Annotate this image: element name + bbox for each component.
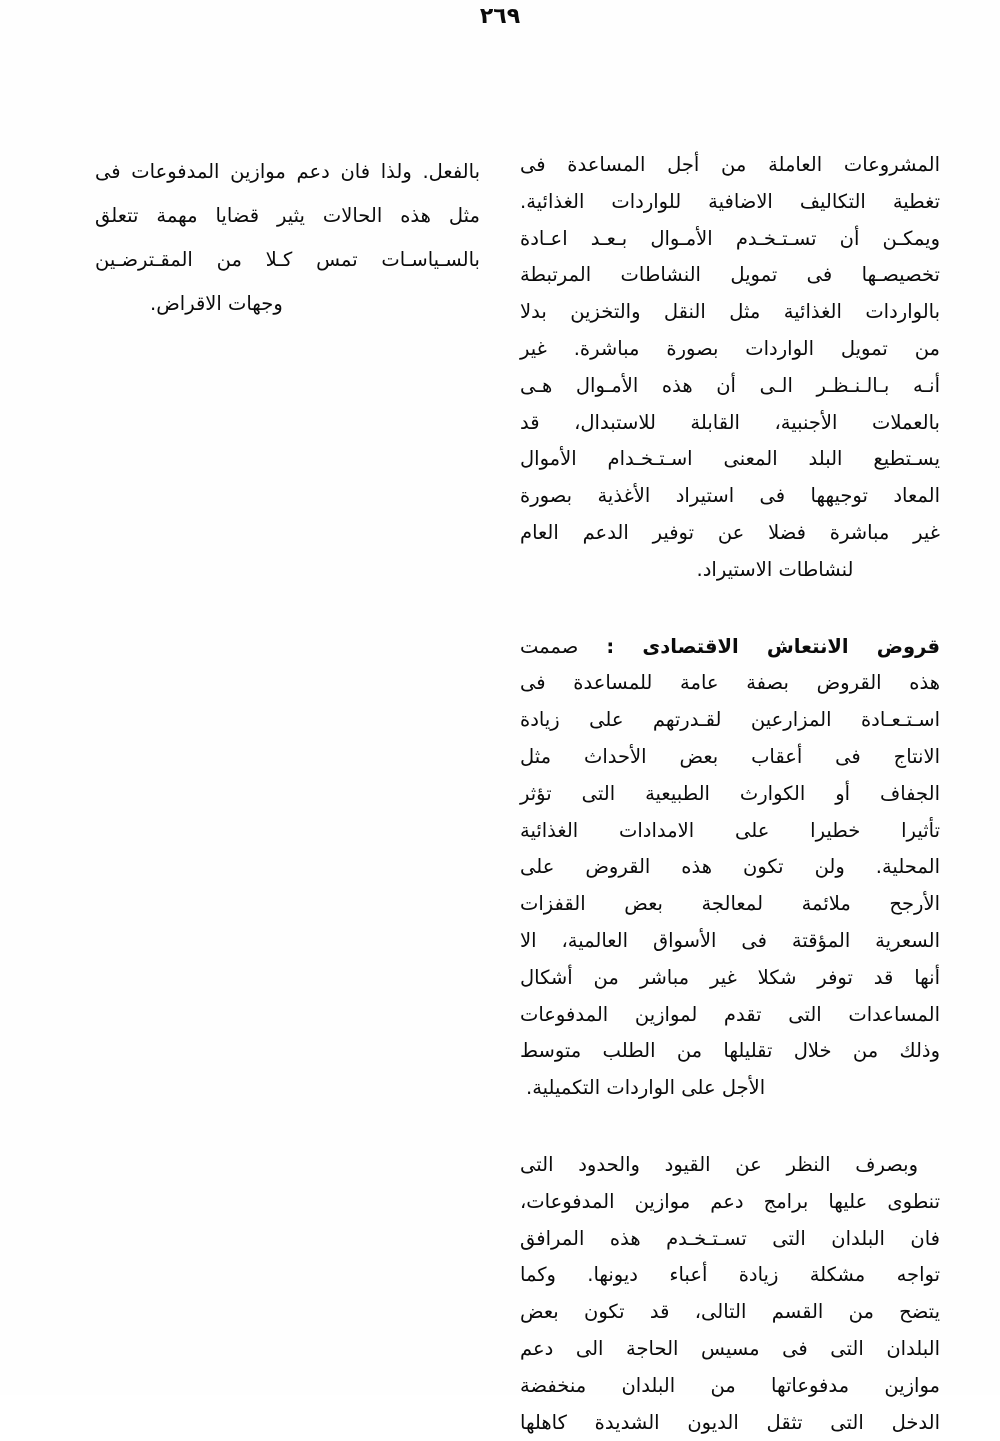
text-line: المعاد توجيهها فى استيراد الأغذية بصورة: [520, 478, 940, 515]
text-line: بالعملات الأجنبية، القابلة للاستبدال، قد: [520, 405, 940, 442]
text-line: تواجه مشكلة زيادة أعباء ديونها. وكما: [520, 1257, 940, 1294]
left-column: [95, 150, 480, 326]
text-line: هذه القروض بصفة عامة للمساعدة فى: [520, 665, 940, 702]
text-line: تنطوى عليها برامج دعم موازين المدفوعات،: [520, 1184, 940, 1221]
text-line: تأثيرا خطيرا على الامدادات الغذائية: [520, 813, 940, 850]
text-line: وبصرف النظر عن القيود والحدود التى: [520, 1147, 940, 1184]
text-line: لنشاطات الاستيراد.: [520, 552, 940, 589]
text-line: الأرجح ملائمة لمعالجة بعض القفزات: [520, 886, 940, 923]
text-line: بالواردات الغذائية مثل النقل والتخزين بدلا: [520, 294, 940, 331]
text-line: الدخل التى تثقل الديون الشديدة كاهلها: [520, 1405, 940, 1441]
text-line: الأجل على الواردات التكميلية.: [520, 1070, 940, 1107]
text-line: المحلية. ولن تكون هذه القروض على: [520, 849, 940, 886]
text-line: الجفاف أو الكوارث الطبيعية التى تؤثر: [520, 776, 940, 813]
right-column: [520, 147, 940, 1441]
text-line: يسـتطيع البلد المعنى اسـتـخـدام الأموال: [520, 441, 940, 478]
text-line: غير مباشرة فضلا عن توفير الدعم العام: [520, 515, 940, 552]
text-line: البلدان التى فى مسيس الحاجة الى دعم: [520, 1331, 940, 1368]
text-line: بالفعل. ولذا فان دعم موازين المدفوعات فى: [95, 150, 480, 194]
text-line: أنـه بـالـنـظـر الـى أن هذه الأمـوال هـى: [520, 368, 940, 405]
text-line: [520, 629, 940, 666]
paragraph: [520, 1147, 940, 1441]
paragraph: [520, 629, 940, 1107]
text-line: تغطية التكاليف الاضافية للواردات الغذائية.: [520, 184, 940, 221]
text-line: وذلك من خلال تقليلها من الطلب متوسط: [520, 1033, 940, 1070]
text-line: الانتاج فى أعقاب بعض الأحداث مثل: [520, 739, 940, 776]
text-line: يتضح من القسم التالى، قد تكون بعض: [520, 1294, 940, 1331]
text-line: مثل هذه الحالات يثير قضايا مهمة تتعلق: [95, 194, 480, 238]
text-line: اسـتـعـادة المزارعين لقـدرتهم على زيادة: [520, 702, 940, 739]
text-line: وجهات الاقراض.: [95, 282, 480, 326]
text-line: فان البلدان التى تسـتـخـدم هذه المرافق: [520, 1221, 940, 1258]
text-line: ويمكـن أن تسـتـخـدم الأمـوال بـعـد اعـادة: [520, 221, 940, 258]
text-run: صممت: [520, 635, 578, 658]
section-heading: قروض الانتعاش الاقتصادى :: [578, 635, 940, 658]
text-line: السعرية المؤقتة فى الأسواق العالمية، الا: [520, 923, 940, 960]
text-line: موازين مدفوعاتها من البلدان منخفضة: [520, 1368, 940, 1405]
text-line: المساعدات التى تقدم لموازين المدفوعات: [520, 997, 940, 1034]
paragraph: [520, 147, 940, 589]
text-line: أنها قد توفر شكلا غير مباشر من أشكال: [520, 960, 940, 997]
text-line: تخصيصـها فى تمويل النشاطات المرتبطة: [520, 257, 940, 294]
text-line: بالسـياسـات تمس كـلا من المقـترضـين: [95, 238, 480, 282]
page-number: ٢٦٩: [0, 4, 1000, 29]
text-line: من تمويل الواردات بصورة مباشرة. غير: [520, 331, 940, 368]
text-line: المشروعات العاملة من أجل المساعدة فى: [520, 147, 940, 184]
paragraph: [95, 150, 480, 326]
